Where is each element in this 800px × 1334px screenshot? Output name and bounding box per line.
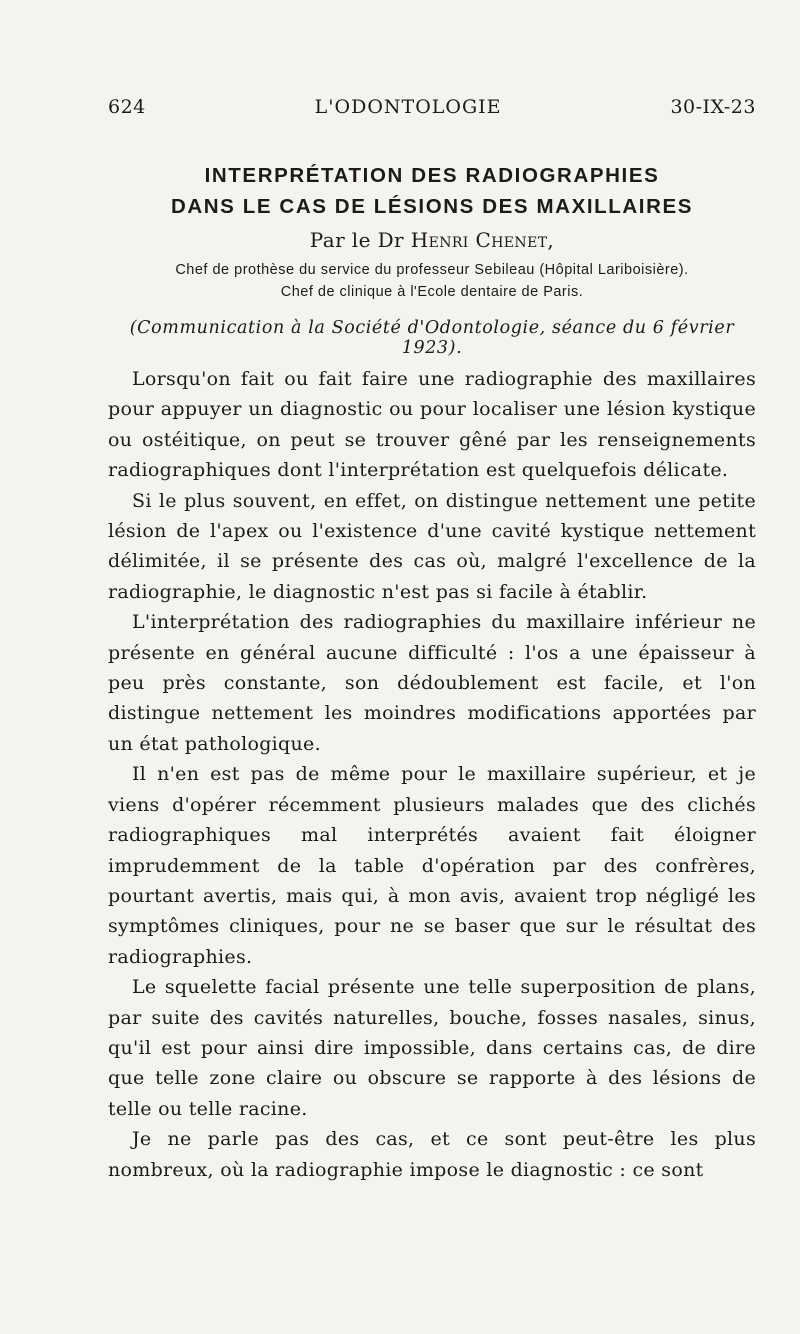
byline <box>108 228 756 252</box>
article-title <box>108 160 756 222</box>
affiliation-line-1: Chef de prothèse du service du professeur Sebileau (Hôpital Lariboisière). <box>175 262 689 278</box>
paragraph: Je ne parle pas des cas, et ce sont peut-être les plus nombreux, où la radiographie impose le diagnostic : ce sont <box>108 1128 756 1181</box>
running-header <box>108 96 756 118</box>
paragraph: Il n'en est pas de même pour le maxillaire supérieur, et je viens d'opérer récemment plusieurs malades que des clichés radiographiques mal interprétés avaient fait éloigner imprudemment de la table d'opération par des confrères, pourtant avertis, mais qui, à mon avis, avaient trop négligé les symptômes cliniques, pour ne se baser que sur le résultat des radiographies. <box>108 763 756 968</box>
affiliation <box>100 259 764 303</box>
page-number: 624 <box>108 96 146 118</box>
article-body <box>108 364 756 1185</box>
affiliation-line-2: Chef de clinique à l'Ecole dentaire de Paris. <box>280 284 584 300</box>
title-line-1: INTERPRÉTATION DES RADIOGRAPHIES <box>204 164 660 187</box>
byline-prefix: Par le Dr <box>309 228 404 252</box>
communication-note: (Communication à la Société d'Odontologie, séance du 6 février 1923). <box>129 318 735 358</box>
paragraph: L'interprétation des radiographies du maxillaire inférieur ne présente en général aucune difficulté : l'os a une épaisseur à peu près constante, son dédoublement est facile, et l'on distingue nettement les moindres modifications apportées par un état pathologique. <box>108 611 756 755</box>
author-name: Henri Chenet, <box>410 228 555 252</box>
title-line-2: DANS LE CAS DE LÉSIONS DES MAXILLAIRES <box>170 195 694 218</box>
issue-date: 30-IX-23 <box>670 96 756 118</box>
paragraph: Si le plus souvent, en effet, on distingue nettement une petite lésion de l'apex ou l'existence d'une cavité kystique nettement délimitée, il se présente des cas où, malgré l'excellence de la radiographie, le diagnostic n'est pas si facile à établir. <box>108 489 756 603</box>
journal-title: L'ODONTOLOGIE <box>314 96 502 118</box>
paragraph: Lorsqu'on fait ou fait faire une radiographie des maxillaires pour appuyer un diagnostic ou pour localiser une lésion kystique ou ostéitique, on peut se trouver gêné par les renseignements radiographiques dont l'interprétation est quelquefois délicate. <box>108 368 756 482</box>
paragraph: Le squelette facial présente une telle superposition de plans, par suite des cavités naturelles, bouche, fosses nasales, sinus, qu'il est pour ainsi dire impossible, dans certains cas, de dire que telle zone claire ou obscure se rapporte à des lésions de telle ou telle racine. <box>108 976 756 1120</box>
